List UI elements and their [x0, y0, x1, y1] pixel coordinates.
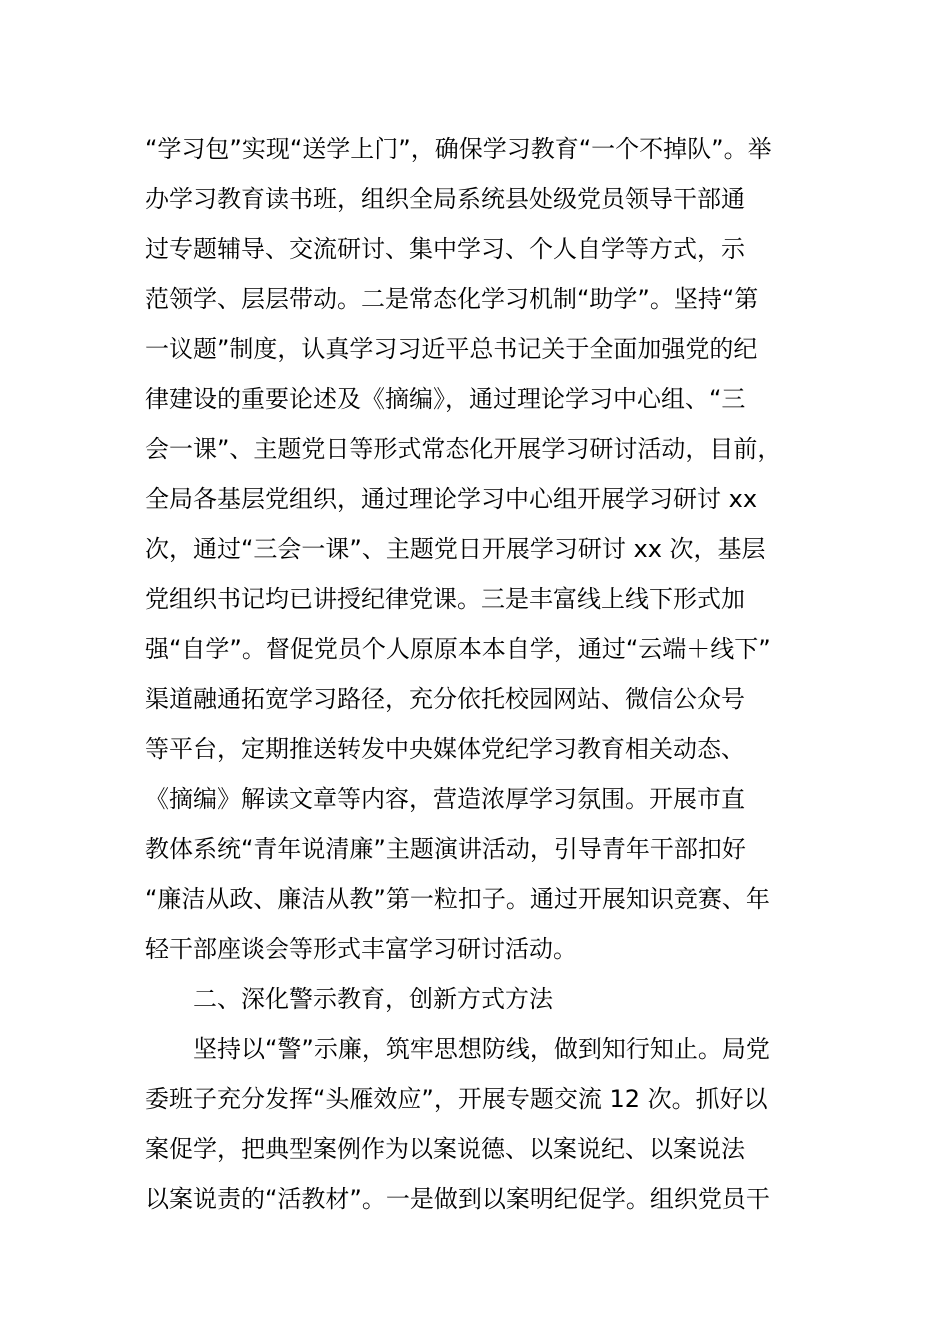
text-line: 范领学、层层带动。二是常态化学习机制“助学”。坚持“第: [145, 285, 759, 313]
text-line: 会一课”、主题党日等形式常态化开展学习研讨活动，目前，: [145, 435, 782, 463]
text-line: 全局各基层党组织，通过理论学习中心组开展学习研讨 xx: [145, 485, 758, 513]
text-line: 轻干部座谈会等形式丰富学习研讨活动。: [145, 935, 577, 963]
text-line: 一议题”制度，认真学习习近平总书记关于全面加强党的纪: [145, 335, 758, 363]
text-line: 过专题辅导、交流研讨、集中学习、个人自学等方式，示: [145, 235, 745, 263]
text-line: 办学习教育读书班，组织全局系统县处级党员领导干部通: [145, 185, 745, 213]
text-line: 党组织书记均已讲授纪律党课。三是丰富线上线下形式加: [145, 585, 745, 613]
text-line: 律建设的重要论述及《摘编》，通过理论学习中心组、“三: [145, 385, 746, 413]
text-line: 《摘编》解读文章等内容，营造浓厚学习氛围。开展市直: [145, 785, 745, 813]
text-line: 以案说责的“活教材”。一是做到以案明纪促学。组织党员干: [145, 1185, 770, 1213]
text-line: 次，通过“三会一课”、主题党日开展学习研讨 xx 次，基层: [145, 535, 766, 563]
text-line: 委班子充分发挥“头雁效应”，开展专题交流 12 次。抓好以: [145, 1085, 768, 1113]
text-line: “廉洁从政、廉洁从教”第一粒扣子。通过开展知识竞赛、年: [145, 885, 770, 913]
text-line: 强“自学”。督促党员个人原原本本自学，通过“云端＋线下”: [145, 635, 771, 663]
text-line: 案促学，把典型案例作为以案说德、以案说纪、以案说法: [145, 1135, 745, 1163]
text-line: 坚持以“警”示廉，筑牢思想防线，做到知行知止。局党: [193, 1035, 770, 1063]
document-body: [145, 124, 845, 1224]
section-heading: 二、深化警示教育，创新方式方法: [193, 985, 553, 1013]
text-line: 渠道融通拓宽学习路径，充分依托校园网站、微信公众号: [145, 685, 745, 713]
text-line: 等平台，定期推送转发中央媒体党纪学习教育相关动态、: [145, 735, 745, 763]
text-line: 教体系统“青年说清廉”主题演讲活动，引导青年干部扣好: [145, 835, 746, 863]
text-line: “学习包”实现“送学上门”，确保学习教育“一个不掉队”。举: [145, 135, 772, 163]
